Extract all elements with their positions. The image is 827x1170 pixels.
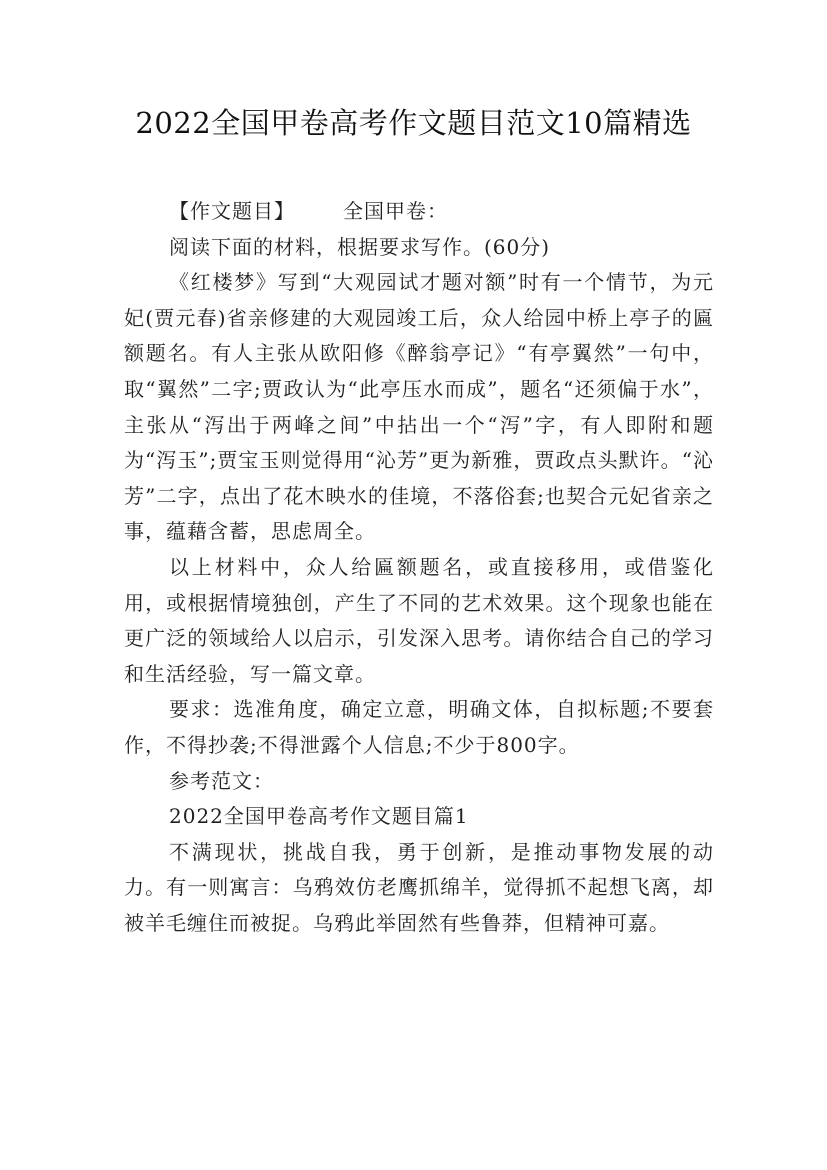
topic-line [124, 194, 714, 230]
material-paragraph-2: 以上材料中，众人给匾额题名，或直接移用，或借鉴化用，或根据情境独创，产生了不同的艺术效果。这个现象也能在更广泛的领域给人以启示，引发深入思考。请你结合自己的学习和生活经验，写一篇文章。 [124, 554, 714, 686]
topic-label: 【作文题目】 [169, 199, 295, 223]
requirements-paragraph: 要求：选准角度，确定立意，明确文体，自拟标题;不要套作，不得抄袭;不得泄露个人信息;不少于800字。 [124, 697, 714, 757]
topic-value: 全国甲卷： [343, 199, 448, 223]
document-title: 2022全国甲卷高考作文题目范文10篇精选 [135, 106, 692, 140]
essay-heading: 2022全国甲卷高考作文题目篇1 [169, 804, 469, 829]
material-paragraph-1: 《红楼梦》写到“大观园试才题对额”时有一个情节，为元妃(贾元春)省亲修建的大观园竣工后，众人给园中桥上亭子的匾额题名。有人主张从欧阳修《醉翁亭记》“有亭翼然”一句中，取“翼然”二字;贾政认为“此亭压水而成”，题名“还须偏于水”，主张从“泻出于两峰之间”中拈出一个“泻”字，有人即附和题为“泻玉”;贾宝玉则觉得用“沁芳”更为新雅，贾政点头默许。“沁芳”二字，点出了花木映水的佳境，不落俗套;也契合元妃省亲之事，蕴藉含蓄，思虑周全。 [124, 270, 714, 544]
essay-paragraph-1: 不满现状，挑战自我，勇于创新，是推动事物发展的动力。有一则寓言：乌鸦效仿老鹰抓绵羊，觉得抓不起想飞离，却被羊毛缠住而被捉。乌鸦此举固然有些鲁莽，但精神可嘉。 [124, 839, 714, 935]
reference-label: 参考范文： [169, 768, 274, 793]
document-body [124, 194, 714, 941]
instruction-paragraph: 阅读下面的材料，根据要求写作。(60分) [169, 234, 551, 259]
